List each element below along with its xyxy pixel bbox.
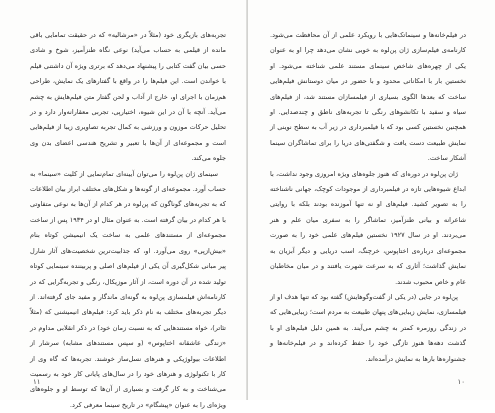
right-paragraph-2: ژان پن‌لوه در دوره‌ای که هنوز جلوه‌های ویژه امروزی وجود نداشت، با ابداع شیوه‌هایی تازه در فیلمبرداری از موجودات کوچک، جهانی ناشناخته را به تصویر کشید. فیلم‌های او نه تنها آموزنده بودند بلکه با روایتی شاعرانه و بیانی طنزآمیز، تماشاگر را به سفری میان علم و هنر می‌بردند. او در سال ۱۹۲۷ نخستین فیلم‌های علمی خود را به صورت مجموعه‌ای درباره‌ی اختاپوس، خرچنگ، اسب دریایی و دیگر آبزیان به نمایش گذاشت؛ آثاری که به سرعت شهرت یافتند و در میان مخاطبان عام و خاص محبوب شدند. [270,169,466,286]
right-page [248,0,495,400]
left-page-number: ۱۱ [33,378,41,386]
right-page-text [270,28,466,367]
left-page [0,0,247,409]
left-page-text [30,28,226,413]
right-page-number: ۱۰ [457,378,465,386]
right-paragraph-3: پن‌لوه در جایی (در یکی از گفت‌وگوهایش) گفته بود که تنها هدف او از فیلمسازی، نمایش زیبایی‌های پنهان طبیعت به مردم است؛ زیبایی‌هایی که در زندگی روزمره کمتر به چشم می‌آیند. به همین دلیل فیلم‌های او با گذشت دهه‌ها هنوز تازگی خود را حفظ کرده‌اند و در فیلم‌خانه‌ها و جشنواره‌ها بارها به نمایش درآمده‌اند. [270,292,466,363]
right-paragraph-1: در فیلم‌خانه‌ها و سینماتک‌هایی با رویکرد علمی از آن محافظت می‌شود. کارنامه‌ی فیلم‌سازی ژان پن‌لوه به خوبی نشان می‌دهد چرا او به عنوان یکی از چهره‌های شاخص سینمای مستند علمی شناخته می‌شود. او نخستین بار با امکاناتی محدود و با حضور در میان دوستانش فیلم‌هایی ساخت که بعدها الگوی بسیاری از فیلمسازان مستند شد، از فیلم‌های سیاه و سفید با تکانشوهای رنگی تا تجربه‌های ناطق و چندصدایی. او همچنین نخستین کسی بود که با فیلمبرداری در زیر آب به سطح نوینی از نمایش طبیعت دست یافت و شگفتی‌های دریا را برای تماشاگران سینما آشکار ساخت. [270,31,466,163]
left-paragraph-1: تجربه‌های بازیگری خود (مثلاً در «مرشالیه» که در حقیقت تمامایی باقی مانده از قیلمی به حساب می‌آید) نوعی نگاه طنزآمیز، شوخ و شادی حسی بیان گفت کتابی را پیشنهاد می‌دهد که برتری ویژه آن داشتنی قیلم با خواندن است. این فیلم‌ها را در واقع با گفتارهای یک نمایش، طراحی هم‌زمان با اجرای او، خارج از آداب و لحن گفتار متن فیلم‌هایش به چشم می‌آید. آنچه با آن در این شیوه، اختیارپی، تجربی معقارانه‌وار دارد و در تحلیل حرکات موزون و ورزشی به کمال تجربه تصاویری زیبا از فیلم‌هایی است و مجموعه‌ای از آن‌ها با تعبیر و تشریح هندسی اعضای بدن وی جلوه می‌کند. [30,31,226,163]
left-paragraph-2: سینمای ژان پن‌لوه را می‌توان آیینه‌ای تمام‌نمایی از کلیت «سینما» به حساب آورد. مجموعه‌ای از گونه‌ها و شکل‌های مختلف ابراز بیان اطلاعات که به تجربه‌های گوناگون که پن‌لوه در هر کدام از آن‌ها به نوعی متفاوتی با هر کدام در بیان گرفته است. به عنوان مثال او در ۱۹۳۴ پس از ساخت مجموعه‌ای از مستندهای علمی به ساخت یک انیمیشن کوتاه بنام «بیش‌ازپی» روی می‌آورد. او، که جذابیت‌ترین شخصیت‌های آثار شارل پیر مبانی شکل‌گیری آن یکی از فیلم‌های اصلی و پربیننده سینمایی کوتاه تولید شده در آن دوره است، از آثار موزیکال، رنگی و تجربه‌گرایی که در کارنامه‌اش فیلمسازی پن‌لوه به گونه‌ای ماندگار و مفید جای گرفته‌اند. از دیگر تجربه‌های مختلف به نام ذکر باید کرد: فیلم‌های انیمیشنی که (مثلاً تئاتر)، خواه مستندهایی که به نسبت زمان خود) در ذکر انقلابی مداوم در «زندگی عاشقانه اختاپوس» (و سپس مستندهای مشابه) سرشار از اطلاعات بیولوژیکی و هنرهای نسل‌ساز خوشند. تجربه‌ها که گاه وی از کار با تکنولوژی و هنرهای خود را در سال‌های پایانی کار خود به رسمیت می‌شناخت و به کار گرفت و بسیاری از آن‌ها که توسط او و جلوه‌های ویژه‌ای را به عنوان «پیشگام» در تاریخ سینما معرفی کرد. [30,169,226,409]
